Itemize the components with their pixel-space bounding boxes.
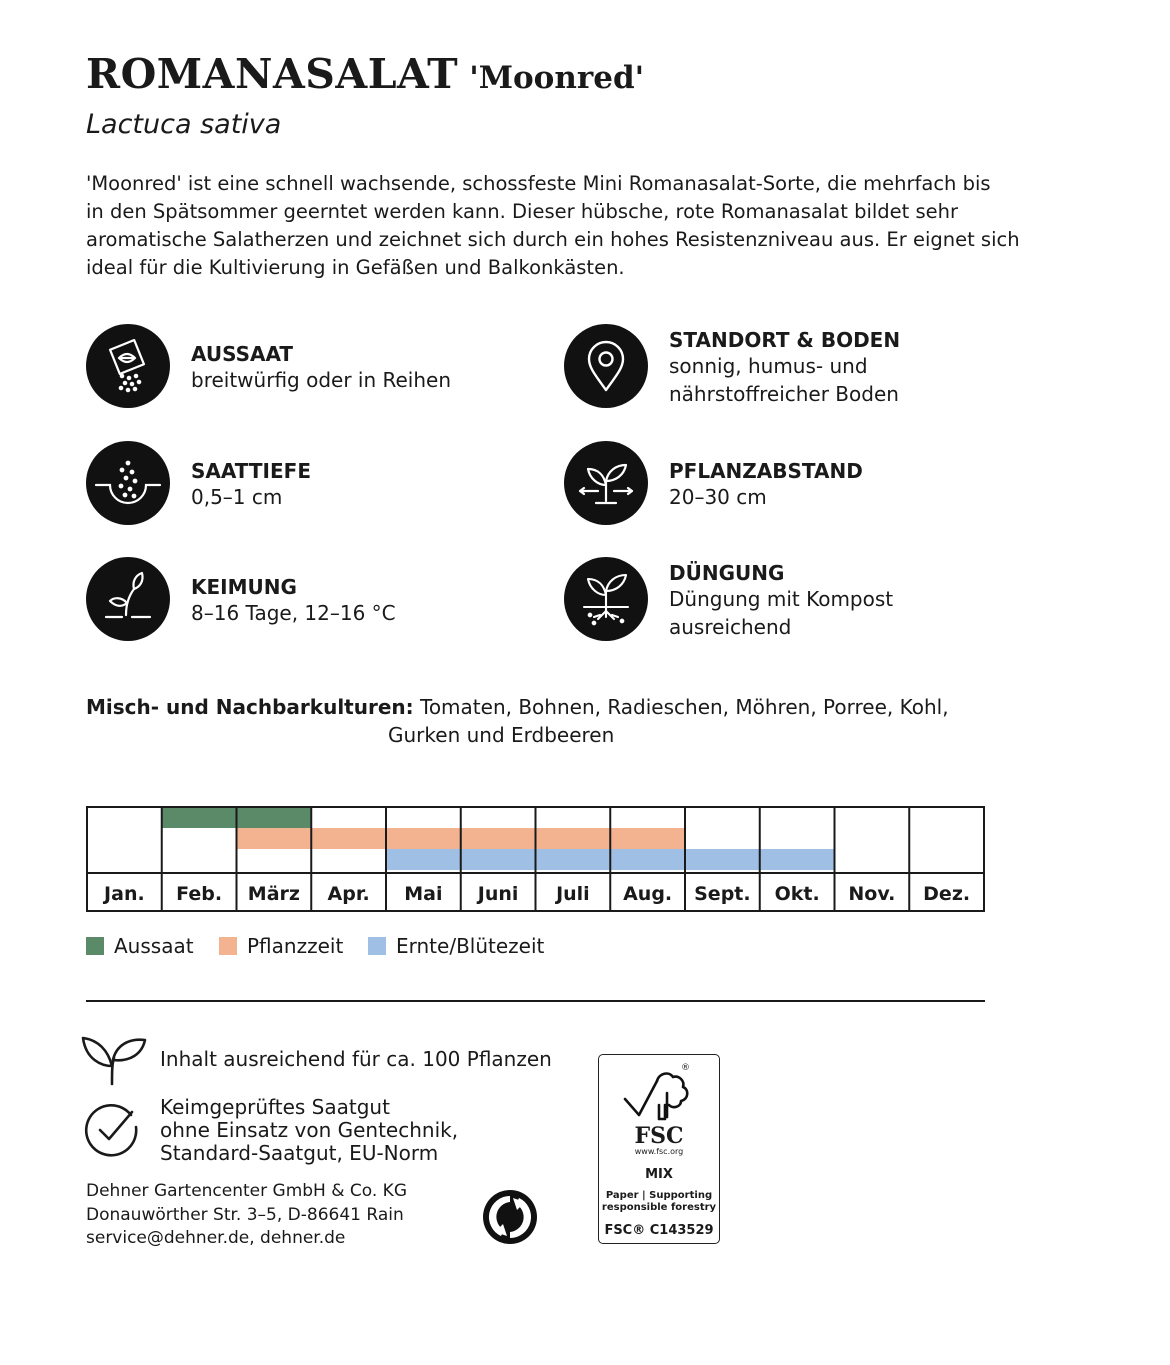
legend-label: Ernte/Blütezeit [396, 934, 545, 958]
info-value: 8–16 Tage, 12–16 °C [191, 601, 396, 625]
latin-name: Lactuca sativa [86, 109, 282, 140]
fsc-claim-line: Paper | Supporting [605, 1190, 713, 1201]
info-value: breitwürfig oder in Reihen [191, 368, 452, 392]
info-value: sonnig, humus- und [669, 354, 868, 378]
plant-roots-icon [564, 557, 648, 641]
calendar-month-label: März [247, 883, 300, 905]
legend-swatch [368, 937, 386, 955]
info-label: AUSSAAT [191, 342, 294, 366]
sowing-calendar [86, 806, 986, 914]
legend-label: Aussaat [114, 934, 194, 958]
company-address [86, 1180, 407, 1251]
quality-line: Standard-Saatgut, EU-Norm [160, 1141, 439, 1165]
plant-spacing-icon [564, 441, 648, 525]
fsc-name: FSC [634, 1123, 684, 1149]
info-value: nährstoffreicher Boden [669, 382, 899, 406]
info-value: 0,5–1 cm [191, 485, 283, 509]
info-value: Düngung mit Kompost [669, 587, 894, 611]
calendar-month-label: Apr. [327, 883, 370, 905]
calendar-month-label: Dez. [923, 883, 971, 905]
info-value: ausreichend [669, 615, 792, 639]
info-label: DÜNGUNG [669, 561, 785, 585]
product-description [86, 170, 1020, 282]
info-label: KEIMUNG [191, 575, 297, 599]
calendar-month-label: Nov. [848, 883, 896, 905]
sprout-icon [86, 557, 170, 641]
seed-packet-icon [86, 324, 170, 408]
companion-list: Tomaten, Bohnen, Radieschen, Möhren, Porree, Kohl, [420, 695, 949, 719]
plant-icon [80, 1032, 148, 1086]
legend-item-ernte [368, 934, 544, 958]
fsc-code: FSC® C143529 [604, 1223, 714, 1238]
fsc-label [598, 1054, 720, 1244]
product-variety: 'Moonred' [469, 60, 645, 96]
section-divider [86, 1000, 985, 1002]
calendar-month-label: Jan. [104, 883, 145, 905]
checkmark-circle-icon [83, 1101, 141, 1159]
info-label: PFLANZABSTAND [669, 459, 863, 483]
description-line: aromatische Salatherzen und zeichnet sich durch ein hohes Resistenzniveau aus. Er eignet sich [86, 228, 1020, 251]
registered-mark: ® [681, 1063, 690, 1073]
address-line: Donauwörther Str. 3–5, D-86641 Rain [86, 1204, 404, 1225]
product-title [86, 50, 644, 98]
address-line: Dehner Gartencenter GmbH & Co. KG [86, 1181, 407, 1201]
fsc-claim [599, 1190, 719, 1214]
legend-item-aussaat [86, 934, 194, 958]
calendar-month-label: Juni [477, 883, 519, 905]
info-label: STANDORT & BODEN [669, 328, 901, 352]
calendar-month-label: Mai [404, 883, 443, 905]
legend-swatch [219, 937, 237, 955]
seed-depth-icon [86, 441, 170, 525]
location-pin-icon [564, 324, 648, 408]
legend-item-pflanzzeit [219, 934, 343, 958]
fsc-mix: MIX [645, 1167, 673, 1182]
fsc-url: www.fsc.org [634, 1147, 684, 1156]
companion-plants [86, 693, 949, 749]
quality-line: ohne Einsatz von Gentechnik, [160, 1118, 459, 1142]
calendar-month-label: Aug. [623, 883, 673, 905]
description-line: ideal für die Kultivierung in Gefäßen und Balkonkästen. [86, 256, 625, 279]
quality-line: Keimgeprüftes Saatgut [160, 1095, 390, 1119]
info-label: SAATTIEFE [191, 459, 311, 483]
address-line: service@dehner.de, dehner.de [86, 1228, 346, 1248]
calendar-month-label: Okt. [774, 883, 820, 905]
fsc-claim-line: responsible forestry [601, 1202, 717, 1213]
content-amount: Inhalt ausreichend für ca. 100 Pflanzen [160, 1047, 552, 1071]
description-line: in den Spätsommer geerntet werden kann. Dieser hübsche, rote Romanasalat bildet sehr [86, 200, 959, 223]
info-value: 20–30 cm [669, 485, 767, 509]
green-dot-recycling-icon [481, 1188, 539, 1246]
legend-label: Pflanzzeit [247, 934, 344, 958]
calendar-month-label: Sept. [694, 883, 751, 905]
companion-label: Misch- und Nachbarkulturen: [86, 695, 414, 719]
legend-swatch [86, 937, 104, 955]
calendar-month-label: Juli [556, 883, 590, 905]
description-line: 'Moonred' ist eine schnell wachsende, schossfeste Mini Romanasalat-Sorte, die mehrfach bis [86, 172, 991, 195]
companion-list-continued: Gurken und Erdbeeren [388, 723, 615, 747]
product-name: ROMANASALAT [86, 50, 459, 98]
calendar-month-label: Feb. [176, 883, 223, 905]
